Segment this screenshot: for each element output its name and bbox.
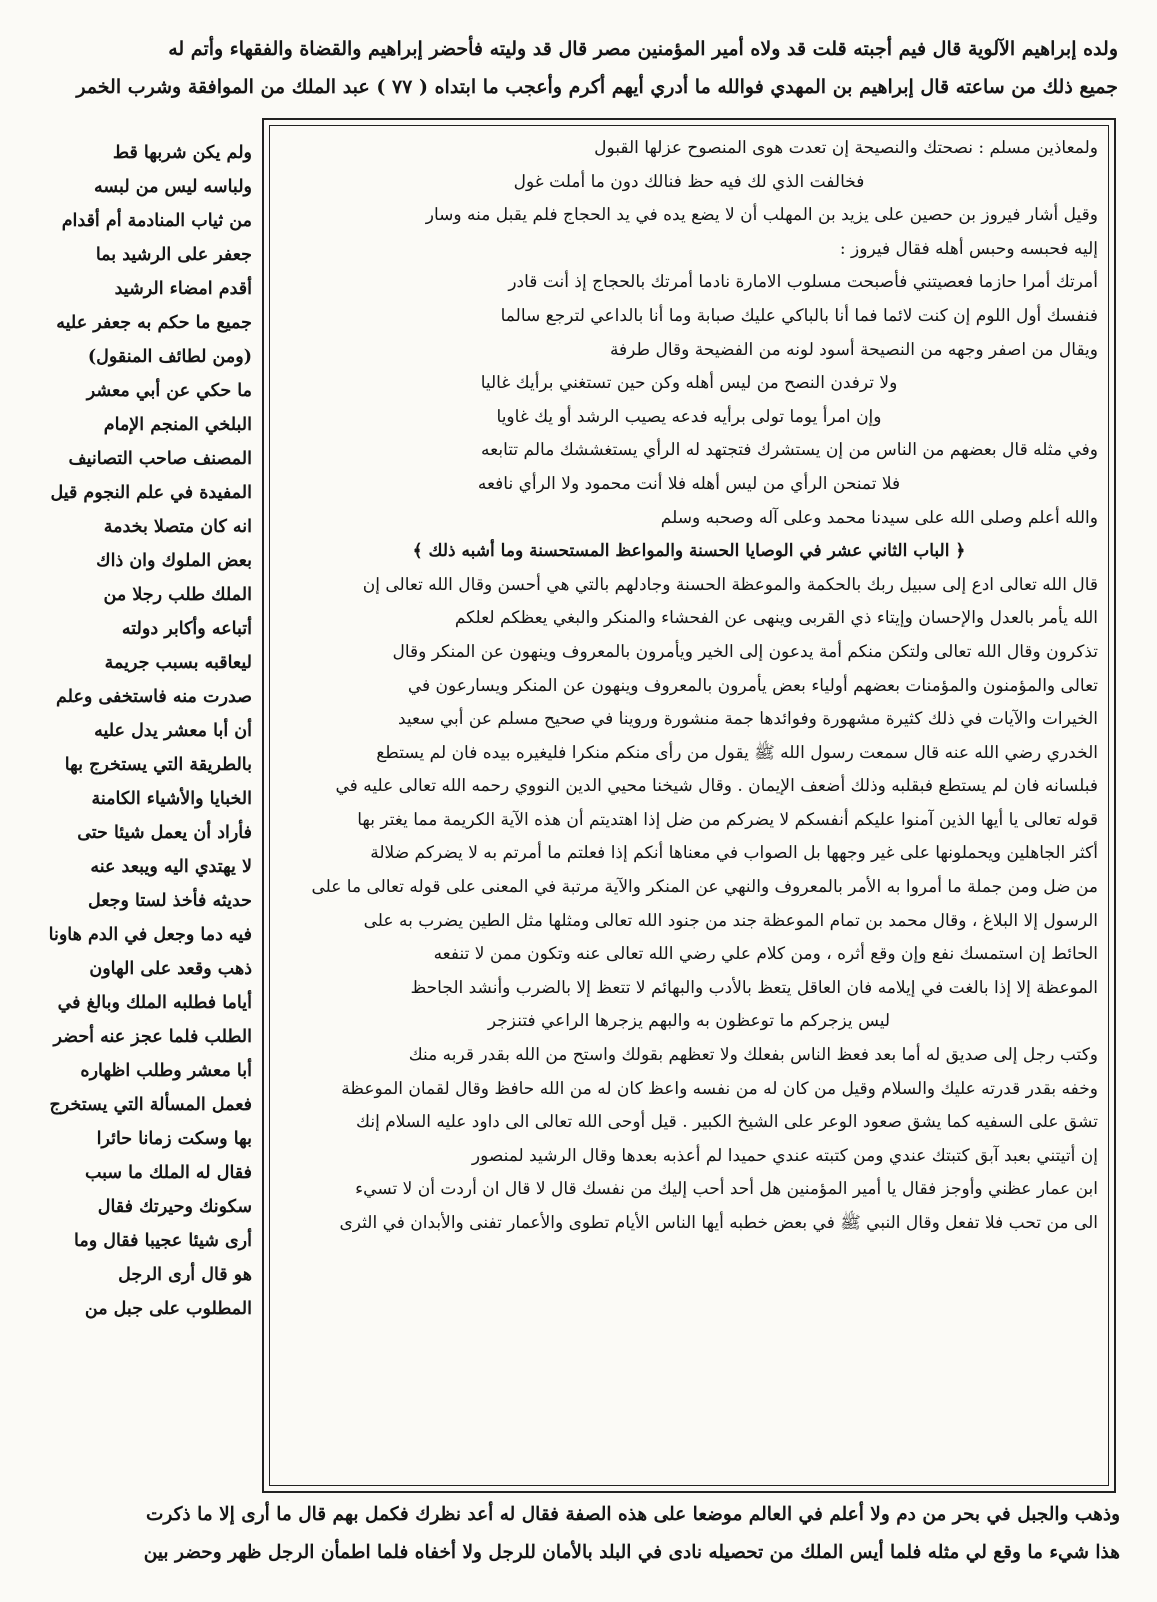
text-line: قوله تعالى يا أيها الذين آمنوا عليكم أنفسكم لا يضركم من ضل إذا اهتديتم أن هذه الآية الكريمة مما يغتر بها (357, 809, 1098, 830)
side-text-line: أتباعه وأكابر دولته (121, 619, 252, 639)
side-text-line: بالطريقة التي يستخرج بها (64, 755, 252, 775)
chapter-heading: ﴿ الباب الثاني عشر في الوصايا الحسنة والمواعظ المستحسنة وما أشبه ذلك ﴾ (412, 541, 966, 562)
text-line: الموعظة إلا إذا بالغت في إيلامه فان العاقل يتعظ بالأدب والبهائم لا تتعظ إلا بالضرب وأنشد الجاحظ (410, 977, 1098, 998)
text-line: تذكرون وقال الله تعالى ولتكن منكم أمة يدعون إلى الخير ويأمرون بالمعروف وينهون عن المنكر وقال (392, 641, 1098, 662)
text-line: من ضل ومن جملة ما أمروا به الأمر بالمعروف والنهي عن المنكر والآية مرتبة في المعنى على قوله تعالى ما على (311, 877, 1098, 898)
text-line: الخيرات والآيات في ذلك كثيرة مشهورة وفوائدها جمة منشورة وروينا في صحيح مسلم عن أبي سعيد (397, 709, 1098, 730)
text-line: ولمعاذين مسلم : نصحتك والنصيحة إن تعدت هوى المنصوح عزلها القبول (594, 138, 1098, 158)
top-paragraph (38, 30, 1118, 106)
side-text-line: بها وسكت زمانا حائرا (96, 1129, 252, 1149)
bottom-paragraph (30, 1496, 1120, 1572)
text-line: وذهب والجبل في بحر من دم ولا أعلم في العالم موضعا على هذه الصفة فقال له أعد نظرك فكمل بهم قال ما أرى إلا ما ذكرت (145, 1504, 1120, 1525)
text-line: أمرتك أمرا حازما فعصيتني فأصبحت مسلوب الامارة نادما أمرتك بالحجاج إذ أنت قادر (508, 272, 1098, 293)
side-text-line: ما حكي عن أبي معشر (86, 381, 252, 401)
side-text-line: فقال له الملك ما سبب (84, 1163, 252, 1183)
text-line: الخدري رضي الله عنه قال سمعت رسول الله ﷺ يقول من رأى منكم منكرا فليغيره بيده فان لم يستطع (376, 742, 1098, 763)
text-line: وكتب رجل إلى صديق له أما بعد فعظ الناس بفعلك ولا تعظهم بقولك واستح من الله بقدر قربه منك (408, 1045, 1098, 1066)
side-column (30, 136, 252, 1496)
text-line: ابن عمار عظني وأوجز فقال يا أمير المؤمنين هل أحد أحب إليك من نفسك قال لا قال ان أردت أن لا تسيء (355, 1179, 1098, 1200)
side-text-line: من ثياب المنادمة أم أقدام (61, 211, 252, 231)
text-line: فنفسك أول اللوم إن كنت لائما فما أنا بالباكي عليك صبابة وما أنا بالداعي لترجع سالما (500, 305, 1098, 326)
framed-text-box (262, 118, 1116, 1493)
verse-line: فخالفت الذي لك فيه حظ فنالك دون ما أملت غول (513, 171, 865, 192)
text-line: الله يأمر بالعدل والإحسان وإيتاء ذي القربى وينهى عن الفحشاء والمنكر والبغي يعظكم لعلكم (454, 608, 1098, 629)
text-line: إن أتيتني بعبد آبق كتبتك عندي ومن كتبته عندي حميدا لم أعذبه بعدها وقال الرشيد لمنصور (471, 1145, 1098, 1166)
text-line: الرسول إلا البلاغ ، وقال محمد بن تمام الموعظة جند من جنود الله تعالى ومثلها مثل الطين يضرب به على (363, 910, 1098, 931)
side-text-line: حديثه فأخذ لستا وجعل (87, 891, 252, 911)
side-text-line: صدرت منه فاستخفى وعلم (56, 687, 252, 707)
text-line: جميع ذلك من ساعته قال إبراهيم بن المهدي فوالله ما أدري أيهم أكرم وأعجب ما ابتداه ( ٧٧ ) عبد الملك من الموافقة وشرب الخمر (76, 76, 1118, 98)
framed-text-content (269, 125, 1109, 1486)
side-text-line: الطلب فلما عجز عنه أحضر (53, 1027, 252, 1047)
side-text-line: جميع ما حكم به جعفر عليه (56, 313, 252, 333)
side-text-line: ليعاقبه بسبب جريمة (104, 653, 252, 673)
side-text-line: الملك طلب رجلا من (103, 585, 252, 605)
side-text-line: بعض الملوك وان ذاك (96, 551, 252, 571)
side-text-line: لا يهتدي اليه ويبعد عنه (90, 857, 252, 877)
side-text-line: فيه دما وجعل في الدم هاونا (48, 925, 252, 945)
side-text-line: البلخي المنجم الإمام (103, 415, 252, 435)
side-text-line: أن أبا معشر يدل عليه (94, 721, 252, 741)
verse-line: فلا تمنحن الرأي من ليس أهله فلا أنت محمود ولا الرأي نافعه (477, 473, 901, 494)
side-text-line: المصنف صاحب التصانيف (68, 449, 252, 469)
side-text-line: انه كان متصلا بخدمة (103, 517, 252, 537)
text-line: الحائط إن استمسك نفع وإن وقع أثره ، ومن كلام علي رضي الله تعالى عنه وتكون ممن لا تنفعه (433, 944, 1098, 965)
side-text-line: أرى شيئا عجيبا فقال وما (74, 1231, 252, 1251)
text-line: تشق على السفيه كما يشق صعود الوعر على الشيخ الكبير . قيل أوحى الله تعالى الى داود عليه السلام إنك (356, 1112, 1098, 1133)
verse-line: ولا ترفدن النصح من ليس أهله وكن حين تستغني برأيك غاليا (480, 373, 898, 394)
side-text-line: أياما فطلبه الملك وبالغ في (57, 993, 252, 1013)
text-line: تعالى والمؤمنون والمؤمنات بعضهم أولياء بعض يأمرون بالمعروف وينهون عن المنكر ويسارعون في (407, 675, 1098, 696)
side-text-line: جعفر على الرشيد بما (95, 245, 252, 265)
text-line: ويقال من اصفر وجهه من النصيحة أسود لونه من الفضيحة وقال طرفة (609, 339, 1098, 360)
side-text-line: ولباسه ليس من لبسه (94, 177, 252, 197)
text-line: وقيل أشار فيروز بن حصين على يزيد بن المهلب أن لا يضع يده في يد الحجاج فلم يقبل منه وسار (425, 205, 1098, 226)
text-line: والله أعلم وصلى الله على سيدنا محمد وعلى آله وصحبه وسلم (660, 507, 1098, 528)
text-line: قال الله تعالى ادع إلى سبيل ربك بالحكمة والموعظة الحسنة وجادلهم بالتي هي أحسن وقال الله تعالى إن (362, 574, 1098, 595)
side-text-line: أبا معشر وطلب اظهاره (80, 1061, 252, 1081)
verse-line: وإن امرأ يوما تولى برأيه فدعه يصيب الرشد أو يك غاويا (496, 406, 882, 427)
text-line: ولده إبراهيم الآلوية قال فيم أجبته قلت قد ولاه أمير المؤمنين مصر قال قد وليته فأحضر إبراهيم والقضاة والفقهاء وأتم له (168, 38, 1118, 60)
text-line: هذا شيء ما وقع لي مثله فلما أيس الملك من تحصيله نادى في البلد بالأمان للرجل ولا أخفاه فلما اطمأن الرجل ظهر وحضر بين (143, 1542, 1120, 1563)
text-line: وفي مثله قال بعضهم من الناس من إن يستشرك فتجتهد له الرأي يستغششك مالم تتابعه (481, 440, 1098, 461)
side-text-line: هو قال أرى الرجل (118, 1265, 252, 1285)
text-line: الى من تحب فلا تفعل وقال النبي ﷺ في بعض خطبه أيها الناس الأيام تطوى والأعمار تفنى والأبدان في الثرى (339, 1213, 1098, 1233)
verse-line: ليس يزجركم ما توعظون به والبهم يزجرها الراعي فتنزجر (487, 1011, 891, 1032)
text-line: فبلسانه فان لم يستطع فبقلبه وذلك أضعف الإيمان . وقال شيخنا محيي الدين النووي رحمه الله تعالى عليه في (335, 776, 1098, 797)
side-text-line: الخبايا والأشياء الكامنة (91, 789, 252, 809)
side-text-line: ولم يكن شربها قط (112, 143, 252, 163)
side-text-line: المفيدة في علم النجوم قيل (50, 483, 252, 503)
side-text-line: فأراد أن يعمل شيئا حتى (77, 823, 252, 843)
text-line: وخفه بقدر قدرته عليك والسلام وقيل من كان له من نفسه واعظ كان له من الله حافظ وقال لقمان الموعظة (341, 1078, 1098, 1099)
text-line: أكثر الجاهلين ويحملونها على غير وجهها بل الصواب في معناها أنكم إذا فعلتم ما أمرتم به لا يضركم ضلالة (370, 843, 1098, 864)
side-text-line: (ومن لطائف المنقول) (87, 347, 252, 367)
side-text-line: سكونك وحيرتك فقال (97, 1197, 252, 1217)
side-text-line: المطلوب على جبل من (84, 1299, 252, 1319)
side-text-line: ذهب وقعد على الهاون (89, 959, 252, 979)
side-text-line: فعمل المسألة التي يستخرج (49, 1095, 252, 1115)
text-line: إليه فحبسه وحبس أهله فقال فيروز : (839, 238, 1098, 259)
side-text-line: أقدم امضاء الرشيد (114, 279, 252, 299)
